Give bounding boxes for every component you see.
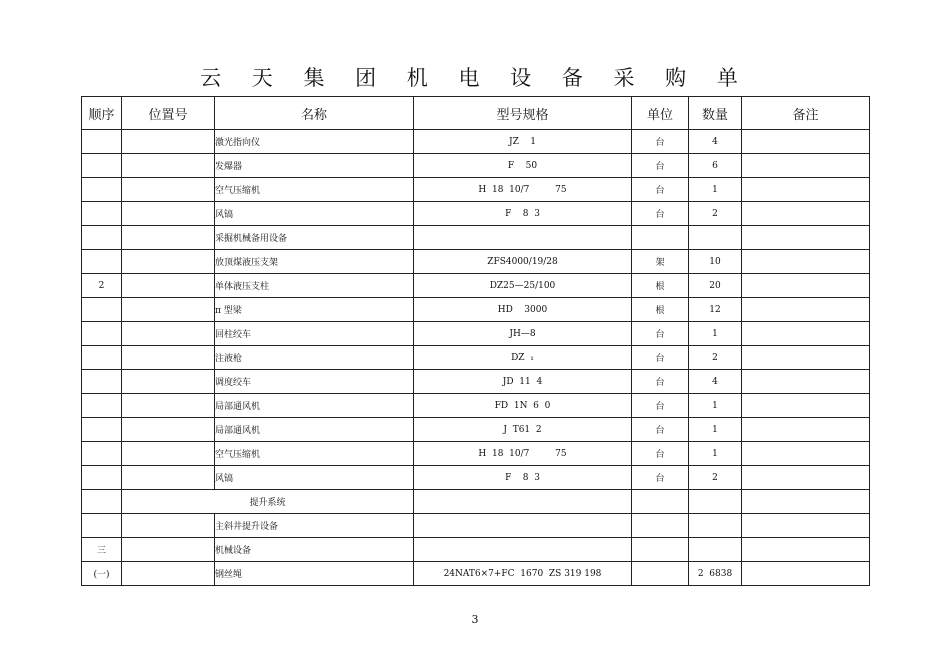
cell-position — [122, 298, 215, 322]
cell-model: H 18 10/7 75 — [414, 442, 632, 466]
cell-position — [122, 418, 215, 442]
cell-unit — [632, 490, 689, 514]
col-header-model: 型号规格 — [414, 97, 632, 130]
cell-qty: 1 — [689, 394, 742, 418]
cell-note — [742, 514, 870, 538]
cell-model — [414, 226, 632, 250]
cell-unit: 台 — [632, 346, 689, 370]
cell-name: 发爆器 — [215, 154, 414, 178]
cell-model — [414, 514, 632, 538]
cell-model: F 8 3 — [414, 466, 632, 490]
cell-name: 局部通风机 — [215, 394, 414, 418]
table-row — [82, 466, 870, 490]
cell-unit: 根 — [632, 298, 689, 322]
cell-name: 激光指向仪 — [215, 130, 414, 154]
cell-model — [414, 490, 632, 514]
cell-model: JD 11 4 — [414, 370, 632, 394]
table-row — [82, 250, 870, 274]
col-header-position: 位置号 — [122, 97, 215, 130]
cell-order — [82, 298, 122, 322]
cell-model: ZFS4000/19/28 — [414, 250, 632, 274]
cell-note — [742, 394, 870, 418]
cell-note — [742, 202, 870, 226]
table-row — [82, 442, 870, 466]
cell-qty: 2 — [689, 346, 742, 370]
cell-name: 局部通风机 — [215, 418, 414, 442]
cell-position — [122, 178, 215, 202]
table-row — [82, 226, 870, 250]
cell-unit: 台 — [632, 154, 689, 178]
cell-order: 三 — [82, 538, 122, 562]
cell-model: HD 3000 — [414, 298, 632, 322]
cell-position — [122, 250, 215, 274]
col-header-name: 名称 — [215, 97, 414, 130]
cell-order — [82, 442, 122, 466]
cell-name: 机械设备 — [215, 538, 414, 562]
cell-qty: 1 — [689, 442, 742, 466]
col-header-qty: 数量 — [689, 97, 742, 130]
cell-order — [82, 178, 122, 202]
header-row — [82, 97, 870, 130]
table-row — [82, 322, 870, 346]
cell-position — [122, 514, 215, 538]
document-title: 云 天 集 团 机 电 设 备 采 购 单 — [200, 66, 750, 90]
cell-name: 单体液压支柱 — [215, 274, 414, 298]
cell-order — [82, 346, 122, 370]
cell-qty: 4 — [689, 130, 742, 154]
cell-order — [82, 394, 122, 418]
cell-note — [742, 562, 870, 586]
cell-position — [122, 154, 215, 178]
cell-unit — [632, 562, 689, 586]
cell-position — [122, 394, 215, 418]
cell-order — [82, 490, 122, 514]
table-row — [82, 370, 870, 394]
cell-model: DZ ₁ — [414, 346, 632, 370]
cell-model: H 18 10/7 75 — [414, 178, 632, 202]
cell-position — [122, 538, 215, 562]
cell-order: (一) — [82, 562, 122, 586]
cell-name: 空气压缩机 — [215, 178, 414, 202]
table-row — [82, 346, 870, 370]
cell-name: 风镐 — [215, 466, 414, 490]
table-row — [82, 538, 870, 562]
cell-unit: 台 — [632, 130, 689, 154]
cell-order — [82, 418, 122, 442]
page-number: 3 — [471, 613, 479, 626]
cell-unit: 台 — [632, 178, 689, 202]
cell-position — [122, 562, 215, 586]
cell-unit: 架 — [632, 250, 689, 274]
cell-order — [82, 466, 122, 490]
cell-qty: 4 — [689, 370, 742, 394]
cell-qty: 1 — [689, 322, 742, 346]
cell-qty: 2 6838 — [689, 562, 742, 586]
cell-unit: 台 — [632, 442, 689, 466]
cell-section: 提升系统 — [122, 490, 414, 514]
cell-name: 空气压缩机 — [215, 442, 414, 466]
cell-order — [82, 154, 122, 178]
cell-qty: 2 — [689, 466, 742, 490]
table-row — [82, 394, 870, 418]
table-row — [82, 154, 870, 178]
cell-note — [742, 154, 870, 178]
cell-qty — [689, 514, 742, 538]
cell-order — [82, 322, 122, 346]
col-header-order: 顺序 — [82, 97, 122, 130]
cell-order — [82, 226, 122, 250]
cell-name: 采掘机械备用设备 — [215, 226, 414, 250]
cell-position — [122, 346, 215, 370]
cell-unit: 台 — [632, 418, 689, 442]
cell-note — [742, 274, 870, 298]
cell-note — [742, 370, 870, 394]
cell-qty — [689, 490, 742, 514]
cell-name: 主斜井提升设备 — [215, 514, 414, 538]
cell-name: 钢丝绳 — [215, 562, 414, 586]
table-row — [82, 490, 870, 514]
procurement-table — [81, 96, 870, 586]
cell-note — [742, 298, 870, 322]
cell-qty: 1 — [689, 418, 742, 442]
cell-name: π 型梁 — [215, 298, 414, 322]
table-row — [82, 202, 870, 226]
cell-qty: 20 — [689, 274, 742, 298]
cell-name: 注液枪 — [215, 346, 414, 370]
cell-model: J T61 2 — [414, 418, 632, 442]
table-row — [82, 130, 870, 154]
table-row — [82, 298, 870, 322]
cell-qty: 1 — [689, 178, 742, 202]
cell-order — [82, 370, 122, 394]
cell-unit: 根 — [632, 274, 689, 298]
table-row — [82, 562, 870, 586]
cell-note — [742, 322, 870, 346]
cell-note — [742, 490, 870, 514]
cell-qty: 12 — [689, 298, 742, 322]
cell-unit: 台 — [632, 322, 689, 346]
cell-note — [742, 418, 870, 442]
cell-position — [122, 226, 215, 250]
cell-order: 2 — [82, 274, 122, 298]
cell-qty: 6 — [689, 154, 742, 178]
cell-name: 风镐 — [215, 202, 414, 226]
table-row — [82, 418, 870, 442]
cell-position — [122, 370, 215, 394]
cell-note — [742, 346, 870, 370]
cell-note — [742, 130, 870, 154]
cell-note — [742, 538, 870, 562]
cell-model: FD 1N 6 0 — [414, 394, 632, 418]
table-row — [82, 514, 870, 538]
cell-note — [742, 466, 870, 490]
col-header-note: 备注 — [742, 97, 870, 130]
cell-order — [82, 514, 122, 538]
cell-order — [82, 130, 122, 154]
cell-model: F 50 — [414, 154, 632, 178]
col-header-unit: 单位 — [632, 97, 689, 130]
cell-unit: 台 — [632, 394, 689, 418]
cell-model — [414, 538, 632, 562]
cell-unit — [632, 514, 689, 538]
cell-unit — [632, 226, 689, 250]
cell-model: DZ25—25/100 — [414, 274, 632, 298]
table-row — [82, 178, 870, 202]
cell-position — [122, 274, 215, 298]
cell-model: JH—8 — [414, 322, 632, 346]
cell-position — [122, 466, 215, 490]
cell-position — [122, 322, 215, 346]
cell-qty — [689, 538, 742, 562]
cell-qty: 10 — [689, 250, 742, 274]
cell-unit: 台 — [632, 202, 689, 226]
cell-model: F 8 3 — [414, 202, 632, 226]
cell-name: 回柱绞车 — [215, 322, 414, 346]
cell-unit: 台 — [632, 466, 689, 490]
cell-name: 放顶煤液压支架 — [215, 250, 414, 274]
cell-note — [742, 178, 870, 202]
cell-position — [122, 442, 215, 466]
cell-model: 24NAT6×7+FC 1670 ZS 319 198 — [414, 562, 632, 586]
cell-order — [82, 202, 122, 226]
cell-unit: 台 — [632, 370, 689, 394]
cell-unit — [632, 538, 689, 562]
cell-qty — [689, 226, 742, 250]
cell-note — [742, 226, 870, 250]
cell-note — [742, 442, 870, 466]
cell-model: JZ 1 — [414, 130, 632, 154]
cell-order — [82, 250, 122, 274]
cell-note — [742, 250, 870, 274]
cell-position — [122, 202, 215, 226]
cell-name: 调度绞车 — [215, 370, 414, 394]
cell-position — [122, 130, 215, 154]
table-row — [82, 274, 870, 298]
cell-qty: 2 — [689, 202, 742, 226]
